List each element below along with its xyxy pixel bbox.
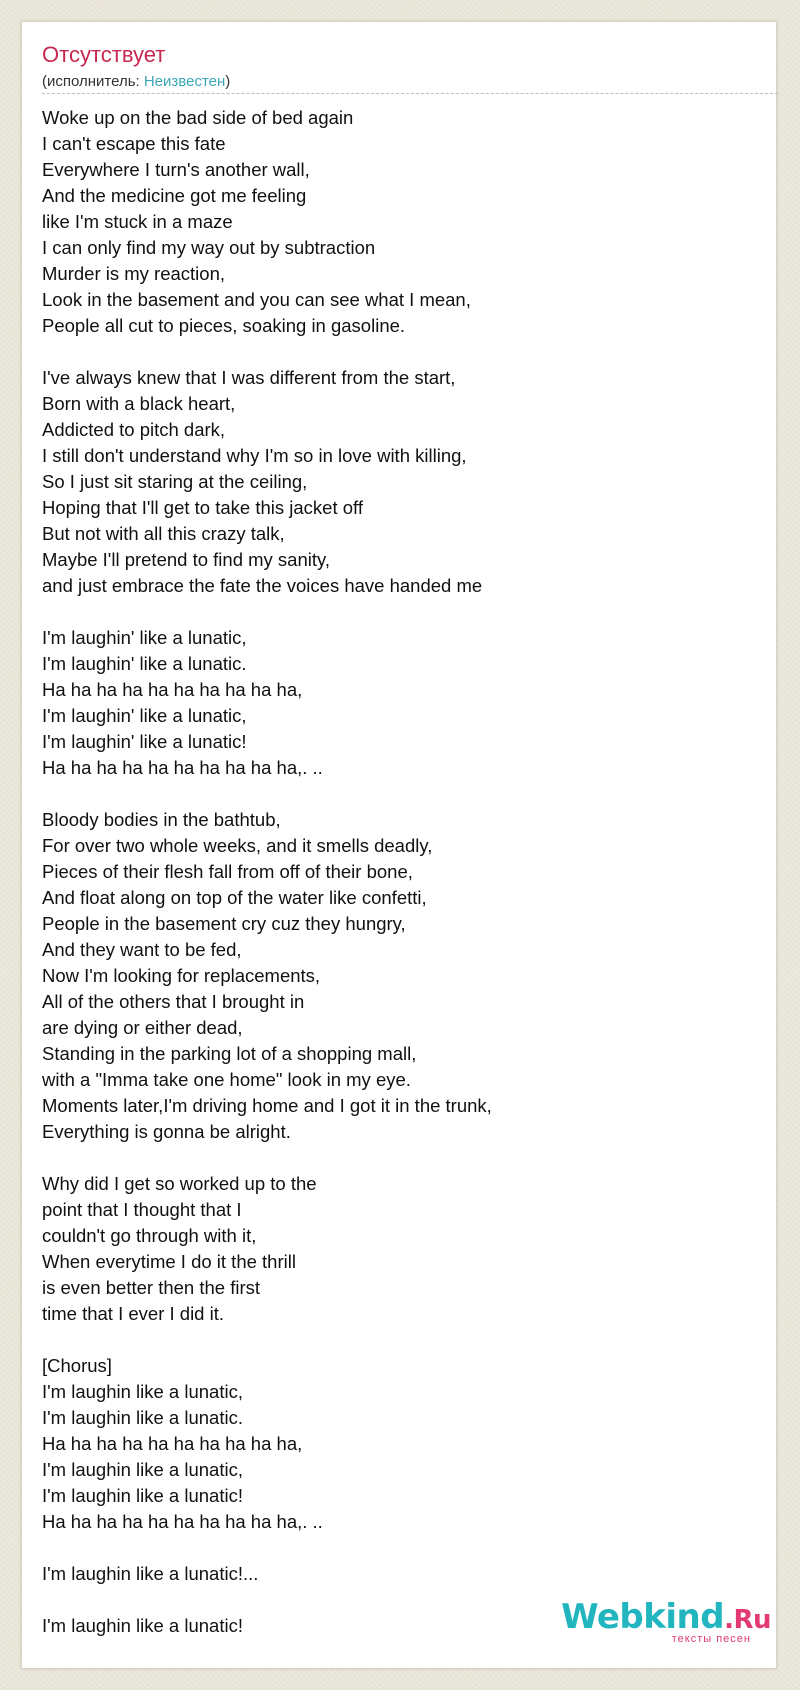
lyric-line: like I'm stuck in a maze bbox=[42, 211, 233, 232]
lyric-line: Bloody bodies in the bathtub, bbox=[42, 809, 281, 830]
artist-prefix: (исполнитель: bbox=[42, 73, 144, 90]
lyric-line: is even better then the first bbox=[42, 1277, 261, 1298]
logo-name: Webkind bbox=[561, 1597, 725, 1637]
site-logo[interactable] bbox=[561, 1597, 771, 1645]
lyrics-stanza bbox=[42, 807, 742, 1145]
lyric-line: Now I'm looking for replacements, bbox=[42, 965, 321, 986]
lyric-line: [Chorus] bbox=[42, 1355, 112, 1376]
artist-line bbox=[42, 73, 230, 91]
lyric-line: I'm laughin like a lunatic. bbox=[42, 1407, 243, 1428]
logo-tagline: тексты песен bbox=[671, 1633, 751, 1645]
lyric-line: point that I thought that I bbox=[42, 1199, 242, 1220]
lyric-line: Pieces of their flesh fall from off of their bone, bbox=[42, 861, 413, 882]
lyric-line: I'm laughin like a lunatic!... bbox=[42, 1563, 259, 1584]
lyric-line: Woke up on the bad side of bed again bbox=[42, 107, 354, 128]
lyrics-stanza bbox=[42, 1561, 742, 1587]
title-divider bbox=[42, 93, 778, 94]
lyric-line: Everywhere I turn's another wall, bbox=[42, 159, 310, 180]
lyric-line: And float along on top of the water like confetti, bbox=[42, 887, 427, 908]
lyric-line: and just embrace the fate the voices have handed me bbox=[42, 575, 483, 596]
lyric-line: When everytime I do it the thrill bbox=[42, 1251, 296, 1272]
lyric-line: For over two whole weeks, and it smells deadly, bbox=[42, 835, 433, 856]
lyric-line: I'm laughin like a lunatic, bbox=[42, 1459, 243, 1480]
lyric-line: I'm laughin' like a lunatic, bbox=[42, 705, 247, 726]
lyric-line: Addicted to pitch dark, bbox=[42, 419, 226, 440]
lyric-line: Ha ha ha ha ha ha ha ha ha ha,. .. bbox=[42, 757, 323, 778]
lyrics-stanza bbox=[42, 365, 742, 599]
lyric-line: couldn't go through with it, bbox=[42, 1225, 257, 1246]
lyric-line: Maybe I'll pretend to find my sanity, bbox=[42, 549, 331, 570]
song-title: Отсутствует bbox=[42, 42, 166, 67]
lyric-line: Born with a black heart, bbox=[42, 393, 236, 414]
artist-suffix: ) bbox=[225, 73, 231, 90]
lyrics-stanza bbox=[42, 1171, 742, 1327]
lyric-line: time that I ever I did it. bbox=[42, 1303, 224, 1324]
lyric-line: And they want to be fed, bbox=[42, 939, 242, 960]
lyric-line: People in the basement cry cuz they hungry, bbox=[42, 913, 406, 934]
lyric-line: I'm laughin like a lunatic! bbox=[42, 1615, 243, 1636]
lyric-line: I'm laughin' like a lunatic! bbox=[42, 731, 247, 752]
lyrics-stanza bbox=[42, 1353, 742, 1535]
lyric-line: I'm laughin' like a lunatic, bbox=[42, 627, 247, 648]
lyric-line: with a "Imma take one home" look in my eye. bbox=[42, 1069, 411, 1090]
lyric-line: I can only find my way out by subtraction bbox=[42, 237, 376, 258]
lyric-line: I'm laughin like a lunatic, bbox=[42, 1381, 243, 1402]
lyric-line: Ha ha ha ha ha ha ha ha ha ha, bbox=[42, 679, 303, 700]
lyrics-stanza bbox=[42, 625, 742, 781]
lyric-line: All of the others that I brought in bbox=[42, 991, 305, 1012]
lyric-line: are dying or either dead, bbox=[42, 1017, 243, 1038]
lyric-line: I'm laughin like a lunatic! bbox=[42, 1485, 243, 1506]
lyric-line: Standing in the parking lot of a shopping mall, bbox=[42, 1043, 417, 1064]
lyric-line: And the medicine got me feeling bbox=[42, 185, 307, 206]
lyric-line: So I just sit staring at the ceiling, bbox=[42, 471, 308, 492]
lyrics-stanza bbox=[42, 105, 742, 339]
lyric-line: Ha ha ha ha ha ha ha ha ha ha,. .. bbox=[42, 1511, 323, 1532]
lyric-line: Ha ha ha ha ha ha ha ha ha ha, bbox=[42, 1433, 303, 1454]
lyric-line: I'm laughin' like a lunatic. bbox=[42, 653, 247, 674]
lyric-line: But not with all this crazy talk, bbox=[42, 523, 285, 544]
lyric-line: I can't escape this fate bbox=[42, 133, 226, 154]
lyrics-body bbox=[42, 105, 742, 1639]
lyric-line: Everything is gonna be alright. bbox=[42, 1121, 291, 1142]
lyric-line: Murder is my reaction, bbox=[42, 263, 225, 284]
lyric-line: I still don't understand why I'm so in love with killing, bbox=[42, 445, 467, 466]
lyric-line: People all cut to pieces, soaking in gasoline. bbox=[42, 315, 406, 336]
logo-tld: .Ru bbox=[724, 1605, 771, 1635]
lyric-line: Why did I get so worked up to the bbox=[42, 1173, 317, 1194]
lyric-line: Hoping that I'll get to take this jacket off bbox=[42, 497, 363, 518]
lyrics-card bbox=[21, 21, 777, 1669]
artist-link[interactable]: Неизвестен bbox=[143, 73, 226, 90]
lyric-line: Moments later,I'm driving home and I got it in the trunk, bbox=[42, 1095, 492, 1116]
lyric-line: I've always knew that I was different from the start, bbox=[42, 367, 456, 388]
lyric-line: Look in the basement and you can see what I mean, bbox=[42, 289, 471, 310]
